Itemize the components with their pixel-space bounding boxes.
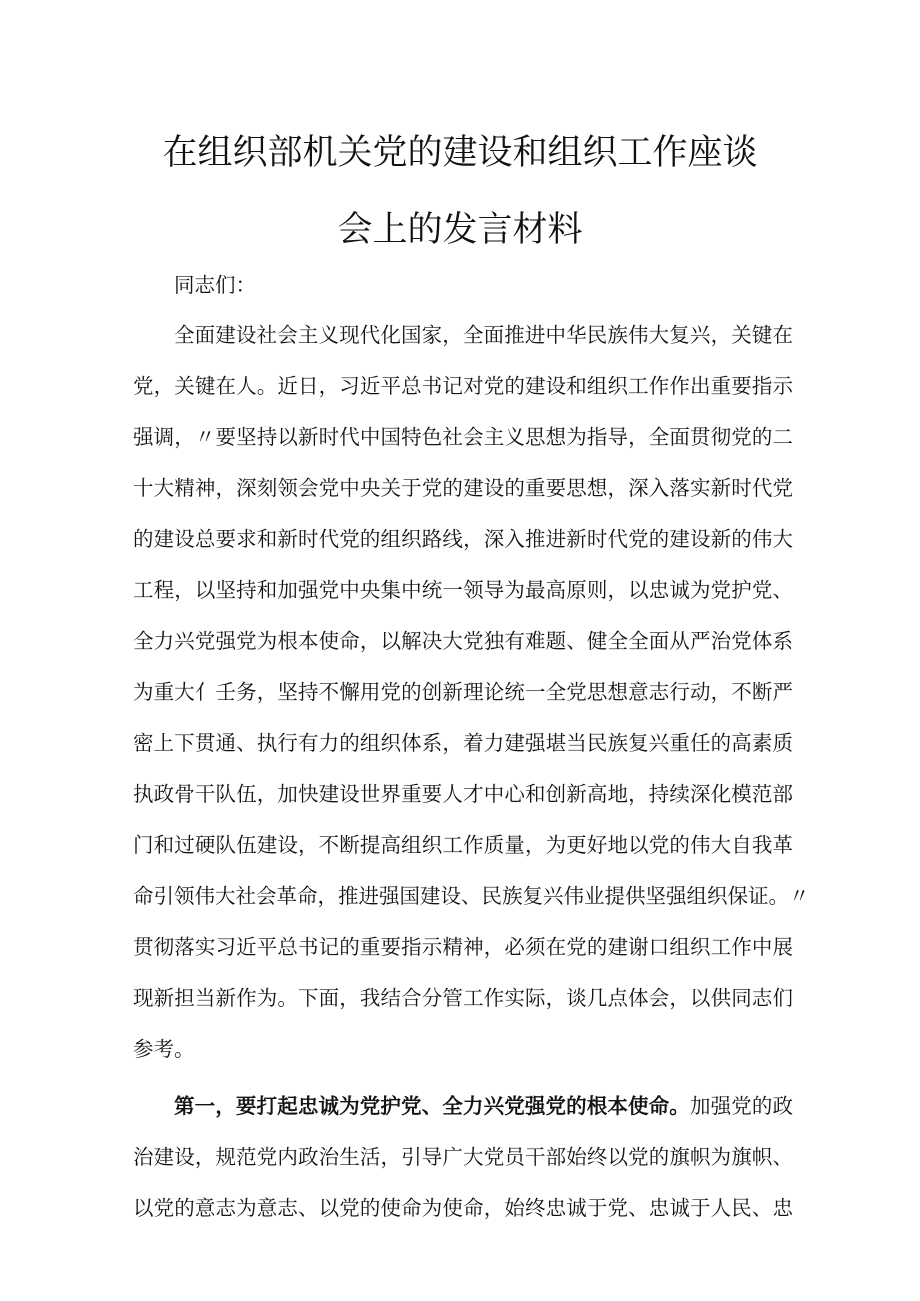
document-title-line-2: 会上的发言材料 — [337, 210, 583, 250]
paragraph-1-line: 全面建设社会主义现代化国家，全面推进中华民族伟大复兴，关键在 — [174, 323, 793, 347]
paragraph-1-line: 密上下贯通、执行有力的组织体系，着力建强堪当民族复兴重任的高素质 — [133, 731, 793, 755]
paragraph-2-line: 治建设，规范党内政治生活，引导广大党员干部始终以党的旗帜为旗帜、 — [133, 1145, 793, 1169]
paragraph-1-line: 命引领伟大社会革命，推进强国建设、民族复兴伟业提供坚强组织保证。〃 — [133, 884, 810, 908]
salutation: 同志们： — [174, 273, 256, 297]
document-title-line-1: 在组织部机关党的建设和组织工作座谈 — [162, 133, 758, 173]
paragraph-1-line: 工程，以坚持和加强党中央集中统一领导为最高原则，以忠诚为党护党、 — [133, 578, 793, 602]
paragraph-1-line: 党，关键在人。近日，习近平总书记对党的建设和组织工作作出重要指示 — [133, 374, 793, 398]
paragraph-1-line: 为重大亻壬务，坚持不懈用党的创新理论统一全党思想意志行动，不断严 — [133, 680, 793, 704]
paragraph-2-bold-lead: 第一，要打起忠诚为党护党、全力兴党强党的根本使命。 — [174, 1094, 690, 1118]
paragraph-1-line: 十大精神，深刻领会党中央关于党的建设的重要思想，深入落实新时代党 — [133, 476, 793, 500]
paragraph-2-first-line — [174, 1091, 793, 1121]
paragraph-2-first-line-rest: 加强党的政 — [689, 1094, 794, 1118]
paragraph-1-line: 执政骨干队伍，加快建设世界重要人才中心和创新高地，持续深化模范部 — [133, 782, 793, 806]
paragraph-1-line: 的建设总要求和新时代党的组织路线，深入推进新时代党的建设新的伟大 — [133, 527, 793, 551]
paragraph-1-line: 参考。 — [133, 1037, 195, 1061]
paragraph-1-line: 贯彻落实习近平总书记的重要指示精神，必须在党的建谢口组织工作中展 — [133, 935, 793, 959]
paragraph-2-line: 以党的意志为意志、以党的使命为使命，始终忠诚于党、忠诚于人民、忠 — [133, 1196, 793, 1220]
paragraph-1-line: 全力兴党强党为根本使命，以解决大党独有难题、健全全面从严治党体系 — [133, 629, 793, 653]
paragraph-1-line: 门和过硬队伍建设，不断提高组织工作质量，为更好地以党的伟大自我革 — [133, 833, 793, 857]
paragraph-1-line: 现新担当新作为。下面，我结合分管工作实际，谈几点体会，以供同志们 — [133, 986, 793, 1010]
paragraph-1-line: 强调，〃要坚持以新时代中国特色社会主义思想为指导，全面贯彻党的二 — [133, 425, 793, 449]
